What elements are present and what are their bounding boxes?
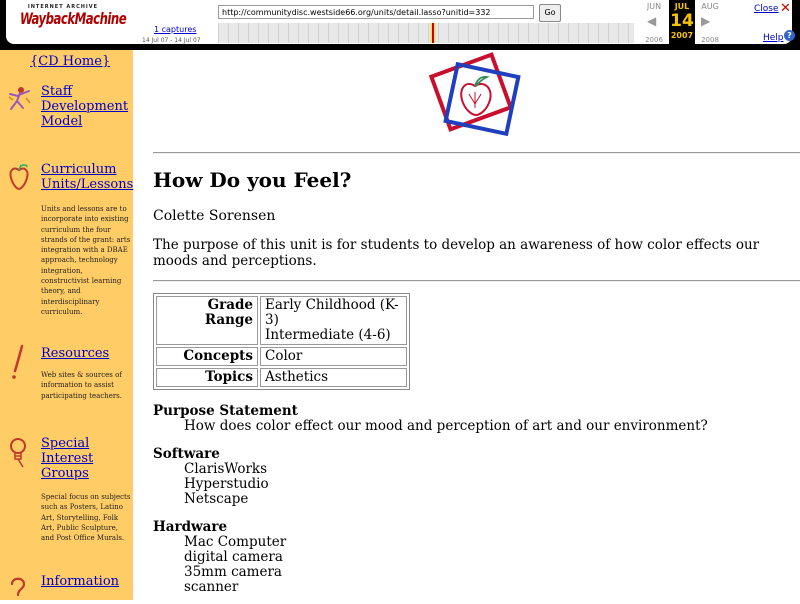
current-capture-date	[669, 0, 695, 44]
sidebar-item-label[interactable]: Information	[41, 574, 120, 589]
capture-sparkline[interactable]	[218, 23, 634, 43]
apple-squares-logo	[421, 52, 537, 142]
list-item: Netscape	[184, 491, 249, 507]
table-row	[156, 347, 407, 366]
prev-month-label[interactable]: JUN	[646, 2, 662, 11]
prev-capture-arrow-icon[interactable]: ◀	[647, 14, 657, 28]
next-year-label[interactable]: 2008	[701, 36, 719, 44]
current-month: JUL	[674, 2, 690, 11]
hardware-list	[184, 535, 286, 595]
list-item: digital camera	[184, 549, 283, 565]
table-value	[260, 347, 407, 366]
unit-info-table	[153, 293, 410, 390]
list-item: 35mm camera	[184, 564, 282, 580]
wayback-logo-top: INTERNET ARCHIVE	[27, 4, 99, 10]
sidebar-item-desc: Special focus on subjects such as Posters, Latino Art, Storytelling, Folk Art, Public Sculpture, and Post Office Murals.	[41, 493, 131, 543]
dancer-icon	[6, 84, 32, 114]
table-value	[260, 368, 407, 387]
divider	[153, 280, 800, 282]
wayback-logo-main: WaybackMachine	[20, 10, 127, 29]
current-capture-marker	[430, 23, 436, 43]
sidebar-item-label[interactable]: Resources	[41, 346, 110, 361]
table-value-line: Intermediate (4-6)	[265, 327, 391, 343]
wayback-toolbar	[0, 0, 800, 50]
lightbulb-icon	[6, 436, 32, 470]
cd-home-link[interactable]	[30, 54, 110, 69]
close-icon[interactable]: ✕	[780, 1, 791, 16]
wayback-url-input[interactable]: http://communitydisc.westside66.org/units/detail.lasso?unitid=332	[218, 5, 534, 19]
current-day: 14	[670, 11, 694, 31]
table-value-line: Color	[265, 348, 303, 364]
divider	[153, 152, 800, 154]
sidebar-item-desc: Web sites & sources of information to assist participating teachers.	[41, 371, 122, 400]
list-item: ClarisWorks	[184, 461, 268, 477]
table-value	[260, 296, 407, 345]
close-link[interactable]: Close	[754, 4, 779, 14]
table-key: Concepts	[156, 347, 258, 366]
purpose-statement-heading: Purpose Statement	[153, 403, 298, 419]
sidebar	[0, 50, 133, 600]
hardware-heading: Hardware	[153, 519, 228, 535]
software-heading: Software	[153, 446, 220, 462]
sidebar-item-label[interactable]: Special Interest Groups	[41, 436, 94, 481]
prev-year-label[interactable]: 2006	[645, 36, 663, 44]
table-key: Grade Range	[156, 296, 258, 345]
list-item: Mac Computer	[184, 534, 287, 550]
table-value-line: Asthetics	[265, 369, 329, 385]
author-name: Colette Sorensen	[153, 208, 276, 224]
list-item: How does color effect our mood and perception of art and our environment?	[184, 418, 708, 434]
help-icon[interactable]: ?	[784, 30, 795, 41]
page-title: How Do you Feel?	[153, 168, 352, 192]
wayback-toolbar-panel	[6, 0, 792, 44]
wayback-go-button[interactable]: Go	[539, 4, 561, 22]
next-capture-arrow-icon[interactable]: ▶	[701, 14, 711, 28]
table-row	[156, 368, 407, 387]
sidebar-item-label[interactable]: Curriculum Units/Lessons	[41, 162, 134, 192]
current-year: 2007	[670, 31, 694, 40]
sidebar-item-desc: Units and lessons are to incorporate into existing curriculum the four strands of the grant: arts integration with a DBAE approach, technology integration, constructivist learning theory, and interdisciplinary curriculum.	[41, 205, 131, 316]
apple-icon	[6, 162, 32, 192]
unit-purpose: The purpose of this unit is for students to develop an awareness of how color effects our moods and perceptions.	[153, 237, 760, 269]
wayback-logo[interactable]	[20, 4, 127, 38]
cd-home-link-text[interactable]: {CD Home}	[30, 54, 111, 69]
help-link[interactable]: Help	[763, 33, 784, 43]
next-month-label[interactable]: AUG	[701, 2, 719, 11]
table-row	[156, 296, 407, 345]
software-list	[184, 462, 269, 507]
capture-range: 14 Jul 07 - 14 Jul 07	[142, 37, 201, 44]
list-item: scanner	[184, 579, 239, 595]
table-key: Topics	[156, 368, 258, 387]
list-item: Hyperstudio	[184, 476, 269, 492]
table-value-line: Early Childhood (K-3)	[265, 297, 399, 328]
captures-link[interactable]: 1 captures	[154, 25, 197, 34]
purpose-statement-text	[184, 419, 708, 434]
sidebar-item-label[interactable]: Staff Development Model	[41, 84, 129, 129]
exclamation-icon	[6, 344, 32, 380]
main-content	[153, 50, 800, 600]
